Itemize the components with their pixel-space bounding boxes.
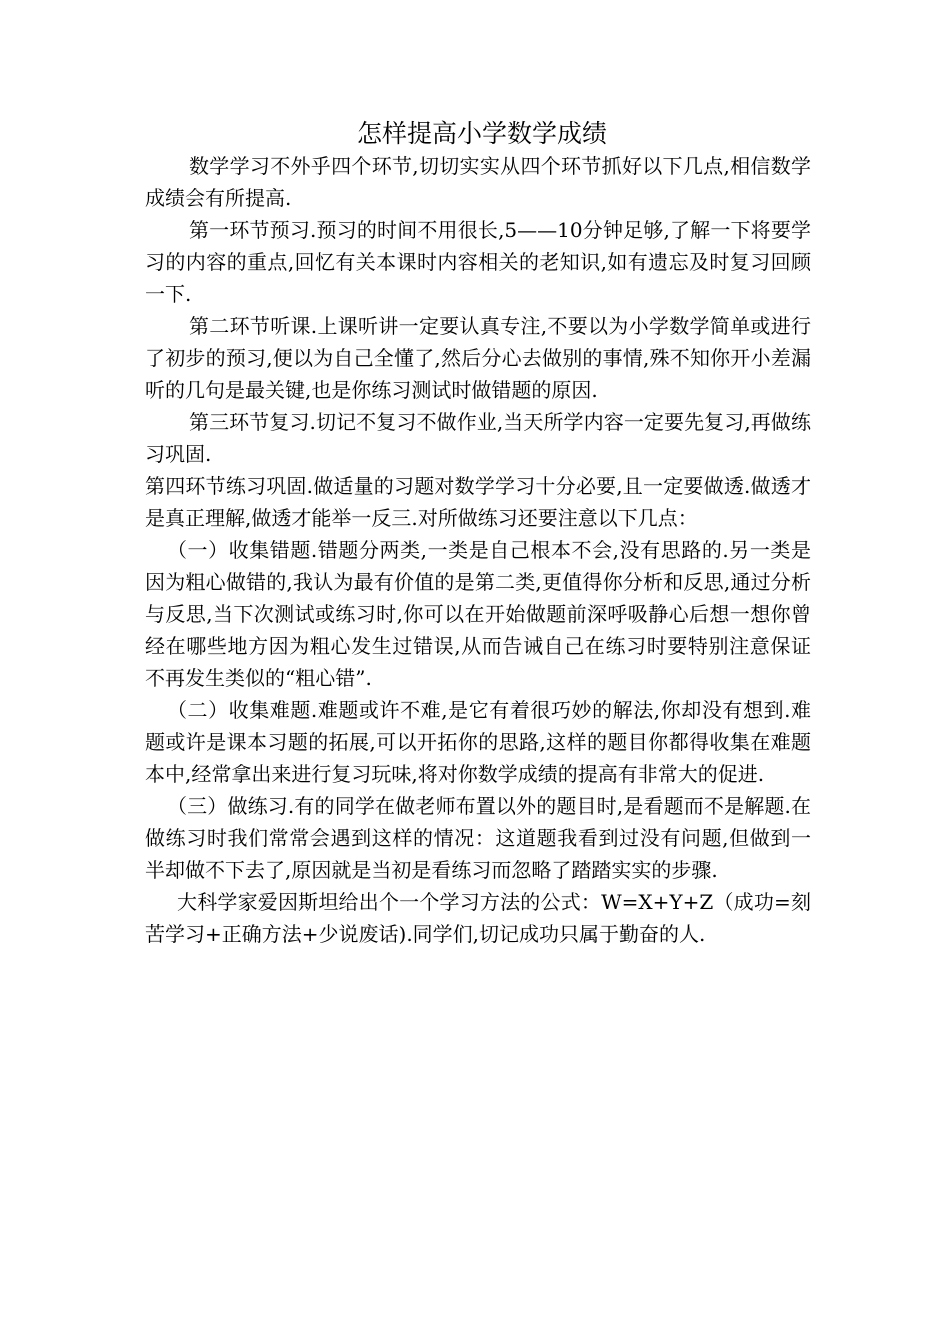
document-title: 怎样提高小学数学成绩	[356, 119, 607, 148]
paragraph-preview: 第一环节预习.预习的时间不用很长,5——10分钟足够,了解一下将要学习的内容的重点,回忆有关本课时内容相关的老知识,如有遗忘及时复习回顾一下.	[145, 218, 811, 306]
paragraph-collect-mistakes: （一）收集错题.错题分两类,一类是自己根本不会,没有思路的.另一类是因为粗心做错的,我认为最有价值的是第二类,更值得你分析和反思,通过分析与反思,当下次测试或练习时,你可以在开始做题前深呼吸静心后想一想你曾经在哪些地方因为粗心发生过错误,从而告诫自己在练习时要特别注意保证不再发生类似的“粗心错”.	[145, 538, 811, 690]
paragraph-intro: 数学学习不外乎四个环节,切切实实从四个环节抓好以下几点,相信数学成绩会有所提高.	[145, 154, 811, 210]
paragraph-einstein-formula: 大科学家爱因斯坦给出个一个学习方法的公式：W=X+Y+Z（成功=刻苦学习+正确方法+少说废话).同学们,切记成功只属于勤奋的人.	[145, 890, 811, 946]
paragraph-practice: 第四环节练习巩固.做适量的习题对数学学习十分必要,且一定要做透.做透才是真正理解,做透才能举一反三.对所做练习还要注意以下几点：	[145, 474, 811, 530]
paragraph-collect-hard-problems: （二）收集难题.难题或许不难,是它有着很巧妙的解法,你却没有想到.难题或许是课本习题的拓展,可以开拓你的思路,这样的题目你都得收集在难题本中,经常拿出来进行复习玩味,将对你数学成绩的提高有非常大的促进.	[145, 698, 811, 786]
document-page	[145, 116, 811, 950]
paragraph-review: 第三环节复习.切记不复习不做作业,当天所学内容一定要先复习,再做练习巩固.	[145, 410, 811, 466]
paragraph-do-exercises: （三）做练习.有的同学在做老师布置以外的题目时,是看题而不是解题.在做练习时我们常常会遇到这样的情况：这道题我看到过没有问题,但做到一半却做不下去了,原因就是当初是看练习而忽略了踏踏实实的步骤.	[145, 794, 811, 882]
paragraph-listening: 第二环节听课.上课听讲一定要认真专注,不要以为小学数学简单或进行了初步的预习,便以为自己全懂了,然后分心去做别的事情,殊不知你开小差漏听的几句是最关键,也是你练习测试时做错题的原因.	[145, 314, 811, 402]
